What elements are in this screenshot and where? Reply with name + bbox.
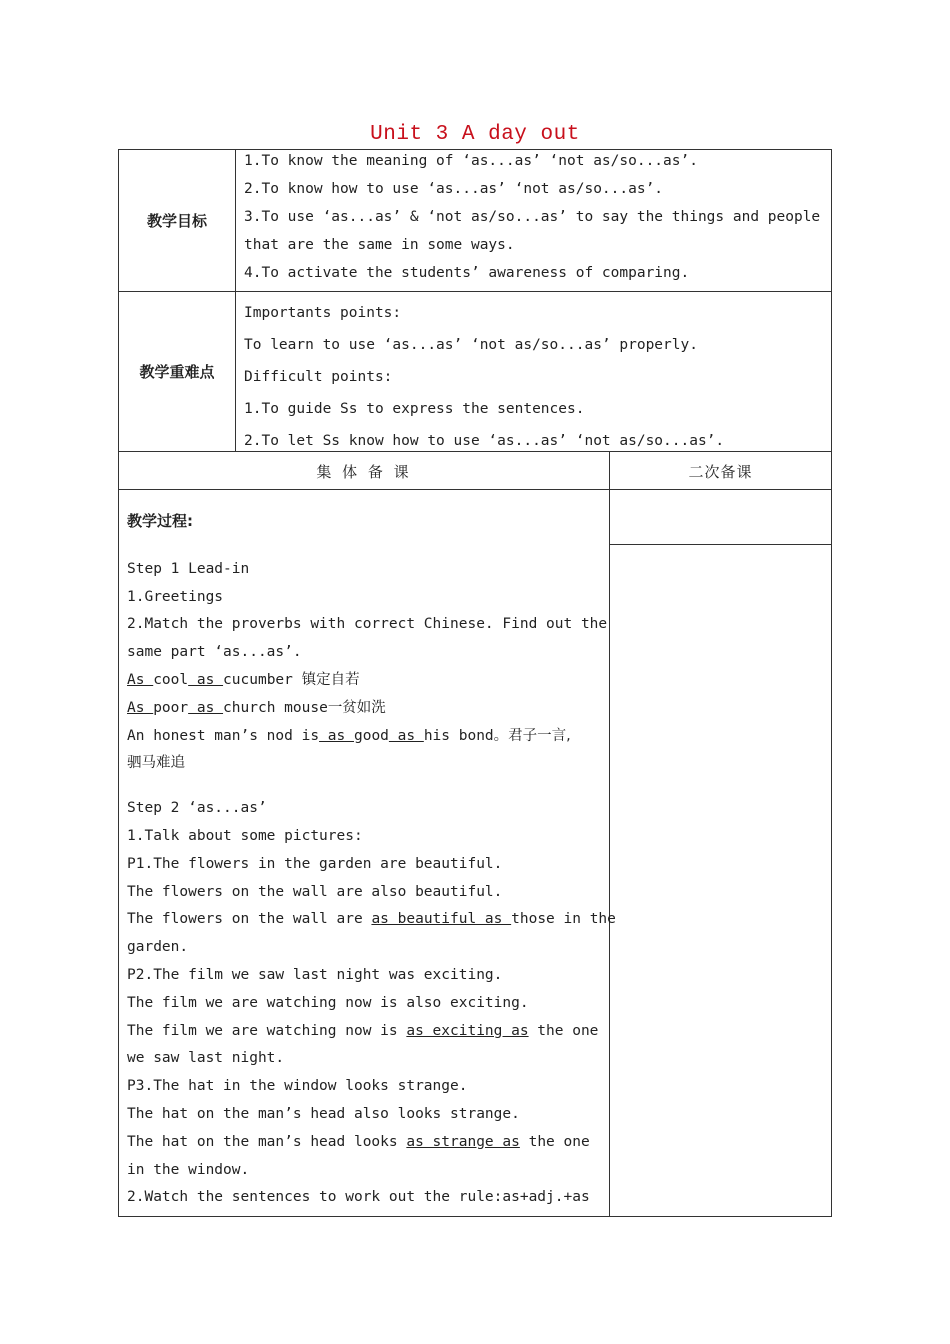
- process-content: [127, 512, 616, 1216]
- page-title: Unit 3 A day out: [370, 123, 580, 146]
- rule-line: 2.Watch the sentences to work out the rule:as+adj.+as: [127, 1189, 590, 1206]
- example-sentence: in the window.: [127, 1161, 250, 1178]
- talk-line: 1.Talk about some pictures:: [127, 827, 363, 844]
- example-sentence: garden.: [127, 939, 189, 956]
- proverb-3-cont: 驷马难追: [127, 755, 185, 772]
- key-point-line: Importants points:: [244, 305, 402, 321]
- example-sentence: The flowers on the wall are also beautiful.: [127, 883, 503, 900]
- lesson-plan-table: [118, 149, 832, 1217]
- process-heading: 教学过程:: [127, 512, 193, 530]
- step2-title: Step 2 ‘as...as’: [127, 800, 267, 817]
- proverb-2: As poor as church mouse一贫如洗: [127, 699, 386, 716]
- header-divider: [119, 489, 831, 490]
- key-point-line: To learn to use ‘as...as’ ‘not as/so...as’ properly.: [244, 337, 698, 353]
- greetings-line: 1.Greetings: [127, 588, 224, 605]
- collective-prep-header: 集 体 备 课: [316, 463, 412, 481]
- step1-title: Step 1 Lead-in: [127, 560, 250, 577]
- proverb-3: An honest man’s nod is as good as his bond。君子一言,: [127, 727, 571, 744]
- example-sentence: The hat on the man’s head looks as strange as the one: [127, 1133, 590, 1150]
- objectives-row: [119, 150, 831, 292]
- column-divider: [609, 452, 610, 1217]
- objective-line: 3.To use ‘as...as’ & ‘not as/so...as’ to say the things and people: [244, 209, 821, 225]
- match-line-2: same part ‘as...as’.: [127, 644, 302, 661]
- objective-line: 4.To activate the students’ awareness of comparing.: [244, 265, 690, 281]
- key-points-label: 教学重难点: [119, 292, 236, 451]
- example-sentence: P1.The flowers in the garden are beautiful.: [127, 855, 503, 872]
- secondary-prep-header: 二次备课: [688, 463, 753, 481]
- key-points-row: [119, 292, 831, 452]
- example-sentence: The flowers on the wall are as beautiful as those in the: [127, 911, 616, 928]
- key-points-content: [244, 304, 823, 464]
- example-sentence: The hat on the man’s head also looks strange.: [127, 1105, 520, 1122]
- objectives-content: [244, 152, 823, 292]
- example-sentence: The film we are watching now is also exciting.: [127, 994, 529, 1011]
- example-sentence: we saw last night.: [127, 1050, 285, 1067]
- objective-line: 2.To know how to use ‘as...as’ ‘not as/so...as’.: [244, 181, 664, 197]
- example-sentence: P3.The hat in the window looks strange.: [127, 1078, 468, 1095]
- objective-line: 1.To know the meaning of ‘as...as’ ‘not as/so...as’.: [244, 153, 698, 169]
- right-column-divider: [610, 544, 831, 545]
- key-point-line: Difficult points:: [244, 369, 393, 385]
- proverb-1: As cool as cucumber 镇定自若: [127, 671, 360, 688]
- objectives-label: 教学目标: [119, 150, 236, 291]
- match-line: 2.Match the proverbs with correct Chinese. Find out the: [127, 616, 608, 633]
- objective-line: that are the same in some ways.: [244, 237, 515, 253]
- example-sentence: The film we are watching now is as exciting as the one: [127, 1022, 599, 1039]
- key-point-line: 1.To guide Ss to express the sentences.: [244, 401, 585, 417]
- example-sentence: P2.The film we saw last night was exciting.: [127, 966, 503, 983]
- key-point-line: 2.To let Ss know how to use ‘as...as’ ‘not as/so...as’.: [244, 433, 725, 449]
